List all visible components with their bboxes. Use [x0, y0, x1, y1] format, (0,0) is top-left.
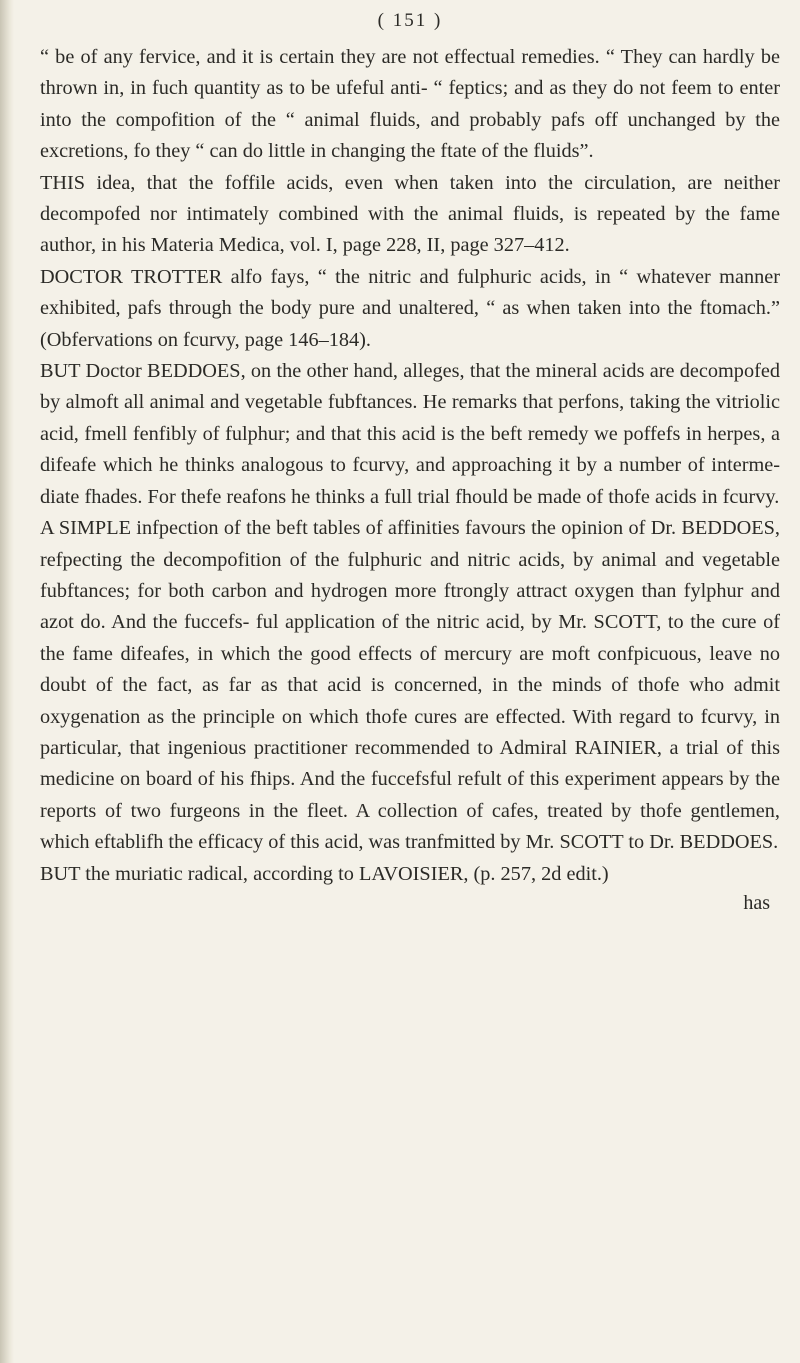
paragraph-simple-inspection: A SIMPLE infpection of the beft tables of affinities favours the opinion of Dr. BEDDOES, refpecting the decompofition of the fulphuric and nitric acids, by animal and vegetable fubftances; for both carbon and hydrogen more ftrongly attract oxygen than fylphur and azot do. And the fuccefs- ful application of the nitric acid, by Mr. SCOTT, to the cure of the fame difeafes, in which the good effects of mercury are moft confpicuous, leave no doubt of the fact, as far as that acid is concerned, in the minds of thofe who admit oxygenation as the principle on which thofe cures are effected. With regard to fcurvy, in particular, that ingenious practitioner recommended to Admiral RAINIER, a trial of this medicine on board of his fhips. And the fuccefsful refult of this experiment appears by the reports of two furgeons in the fleet. A collection of cafes, treated by thofe gentlemen, which eftablifh the efficacy of this acid, was tranfmitted by Mr. SCOTT to Dr. BEDDOES. [40, 517, 780, 854]
paragraph-this-idea: THIS idea, that the foffile acids, even when taken into the circulation, are neither decompofed nor intimately combined with the animal fluids, is repeated by the fame author, in his Materia Medica, vol. I, page 228, II, page 327–412. [40, 171, 780, 257]
paragraph-muriatic-radical: BUT the muriatic radical, according to LAVOISIER, (p. 257, 2d edit.) [40, 862, 609, 885]
paragraph-doctor-trotter: DOCTOR TROTTER alfo fays, “ the nitric and fulphuric acids, in “ whatever manner exhibited, pafs through the body pure and unaltered, “ as when taken into the ftomach.” (Obfervations on fcurvy, page 146–184). [40, 265, 780, 351]
paragraph-quote-continuation: “ be of any fervice, and it is certain they are not effectual remedies. “ They can hardly be thrown in, in fuch quantity as to be ufeful anti- “ feptics; and as they do not feem to enter into the compofition of the “ animal fluids, and probably pafs off unchanged by the excretions, fo they “ can do little in changing the ftate of the fluids”. [40, 46, 780, 163]
page-number: ( 151 ) [377, 10, 443, 31]
paragraph-doctor-beddoes: BUT Doctor BEDDOES, on the other hand, alleges, that the mineral acids are decompofed by almoft all animal and vegetable fubftances. He remarks that perfons, taking the vitriolic acid, fmell fenfibly of fulphur; and that this acid is the beft remedy we poffefs in herpes, a difeafe which he thinks analogous to fcurvy, and approaching it by a number of interme- diate fhades. For thefe reafons he thinks a full trial fhould be made of thofe acids in fcurvy. [40, 360, 780, 508]
page-binding-edge [0, 0, 14, 1363]
catchword: has [743, 891, 770, 914]
book-page [40, 10, 780, 1350]
